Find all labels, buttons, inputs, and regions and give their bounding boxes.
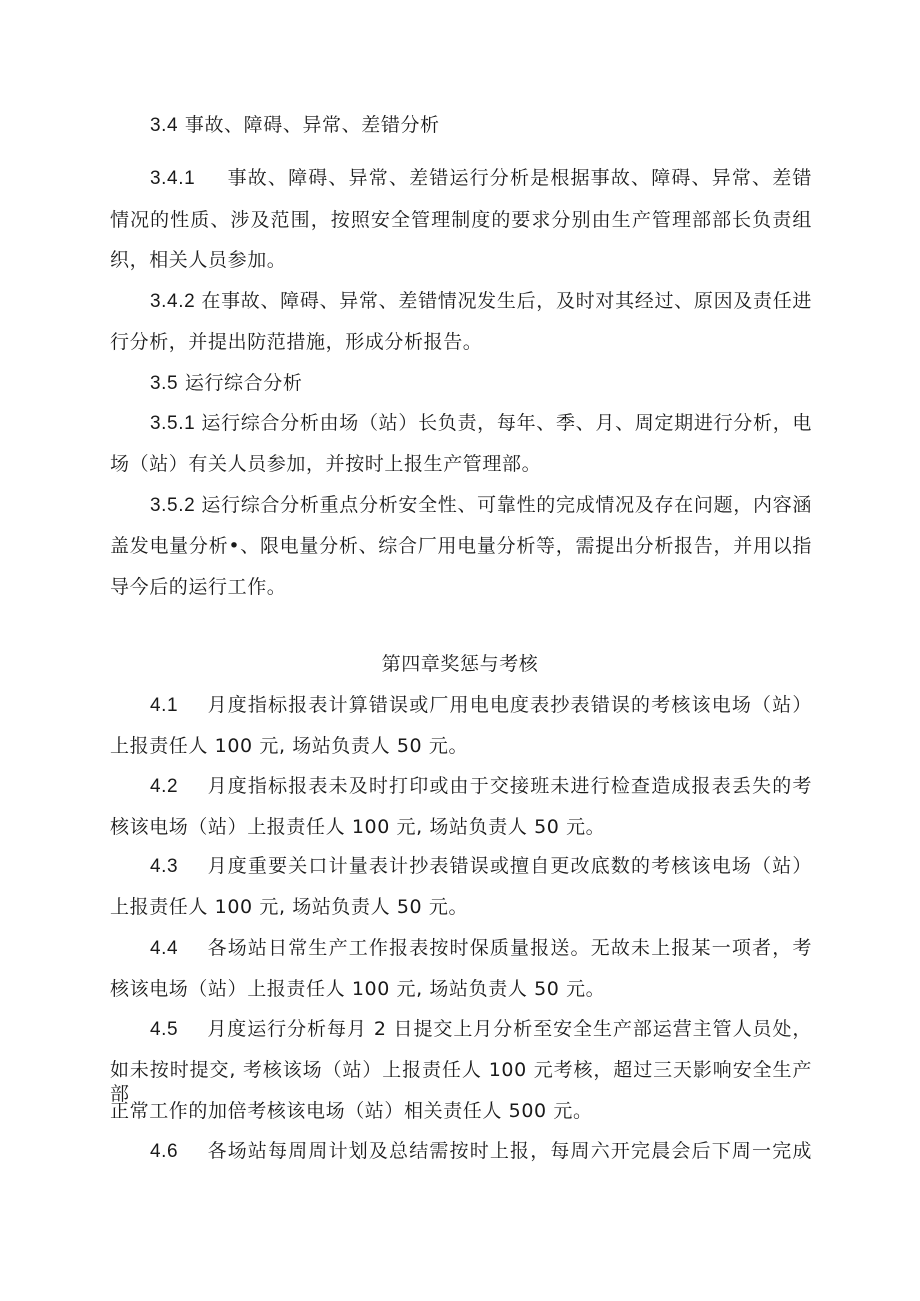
section-3-5-heading bbox=[150, 371, 302, 396]
section-title: 事故、障碍、异常、差错分析 bbox=[184, 114, 440, 136]
paragraph-number: 3.4.1 bbox=[150, 168, 196, 189]
paragraph-3-5-2-line-3: 导今后的运行工作。 bbox=[110, 576, 287, 598]
paragraph-3-5-1-line-2: 场（站）有关人员参加，并按时上报生产管理部。 bbox=[110, 453, 542, 475]
paragraph-4-5-line-3: 正常工作的加倍考核该电场（站）相关责任人 500 元。 bbox=[110, 1100, 593, 1122]
paragraph-4-5-line-1 bbox=[150, 1017, 812, 1042]
paragraph-3-4-1-line-1 bbox=[150, 166, 812, 191]
paragraph-3-5-1-line-1 bbox=[150, 411, 812, 436]
paragraph-3-4-1-line-2: 情况的性质、涉及范围，按照安全管理制度的要求分别由生产管理部部长负责组 bbox=[110, 209, 812, 231]
paragraph-text: 各场站每周周计划及总结需按时上报，每周六开完晨会后下周一完成 bbox=[207, 1140, 812, 1162]
paragraph-number: 4.4 bbox=[150, 938, 179, 959]
paragraph-number: 4.3 bbox=[150, 856, 179, 877]
paragraph-number: 4.2 bbox=[150, 776, 179, 797]
paragraph-4-2-line-1 bbox=[150, 774, 812, 799]
paragraph-4-4-line-1 bbox=[150, 936, 812, 961]
paragraph-4-2-line-2: 核该电场（站）上报责任人 100 元, 场站负责人 50 元。 bbox=[110, 816, 606, 838]
paragraph-text: 在事故、障碍、异常、差错情况发生后，及时对其经过、原因及责任进 bbox=[201, 290, 812, 312]
section-title: 运行综合分析 bbox=[184, 372, 303, 394]
paragraph-3-4-1-line-3: 织，相关人员参加。 bbox=[110, 249, 287, 271]
paragraph-number: 4.6 bbox=[150, 1141, 179, 1162]
paragraph-text: 事故、障碍、异常、差错运行分析是根据事故、障碍、异常、差错 bbox=[227, 167, 812, 189]
paragraph-4-3-line-1 bbox=[150, 854, 812, 879]
paragraph-text: 月度指标报表计算错误或厂用电电度表抄表错误的考核该电场（站） bbox=[207, 694, 812, 716]
paragraph-4-1-line-2: 上报责任人 100 元, 场站负责人 50 元。 bbox=[110, 735, 469, 757]
paragraph-text: 各场站日常生产工作报表按时保质量报送。无故未上报某一项者，考 bbox=[207, 937, 812, 959]
paragraph-text: 月度运行分析每月 2 日提交上月分析至安全生产部运营主管人员处， bbox=[207, 1018, 812, 1040]
paragraph-3-4-2-line-2: 行分析，并提出防范措施，形成分析报告。 bbox=[110, 331, 483, 353]
paragraph-4-6-line-1 bbox=[150, 1139, 812, 1164]
paragraph-3-5-2-line-1 bbox=[150, 493, 812, 518]
paragraph-text: 运行综合分析重点分析安全性、可靠性的完成情况及存在问题，内容涵 bbox=[201, 494, 812, 516]
paragraph-number: 3.4.2 bbox=[150, 291, 196, 312]
paragraph-3-5-2-line-2: 盖发电量分析•、限电量分析、综合厂用电量分析等，需提出分析报告，并用以指 bbox=[110, 535, 812, 557]
paragraph-4-3-line-2: 上报责任人 100 元, 场站负责人 50 元。 bbox=[110, 896, 469, 918]
paragraph-text: 月度重要关口计量表计抄表错误或擅自更改底数的考核该电场（站） bbox=[207, 855, 812, 877]
section-3-4-heading bbox=[150, 113, 440, 138]
paragraph-text: 月度指标报表未及时打印或由于交接班未进行检查造成报表丢失的考 bbox=[207, 775, 812, 797]
paragraph-number: 4.5 bbox=[150, 1019, 179, 1040]
paragraph-4-4-line-2: 核该电场（站）上报责任人 100 元, 场站负责人 50 元。 bbox=[110, 978, 606, 1000]
paragraph-number: 3.5.2 bbox=[150, 495, 196, 516]
paragraph-text: 运行综合分析由场（站）长负责，每年、季、月、周定期进行分析，电 bbox=[201, 412, 812, 434]
chapter-4-title: 第四章奖惩与考核 bbox=[381, 653, 539, 675]
paragraph-4-1-line-1 bbox=[150, 693, 812, 718]
paragraph-3-4-2-line-1 bbox=[150, 289, 812, 314]
paragraph-number: 3.5.1 bbox=[150, 413, 196, 434]
paragraph-4-5-line-2: 如未按时提交, 考核该场（站）上报责任人 100 元考核，超过三天影响安全生产部 bbox=[110, 1059, 812, 1105]
paragraph-number: 4.1 bbox=[150, 695, 179, 716]
section-number: 3.4 bbox=[150, 115, 179, 136]
section-number: 3.5 bbox=[150, 373, 179, 394]
